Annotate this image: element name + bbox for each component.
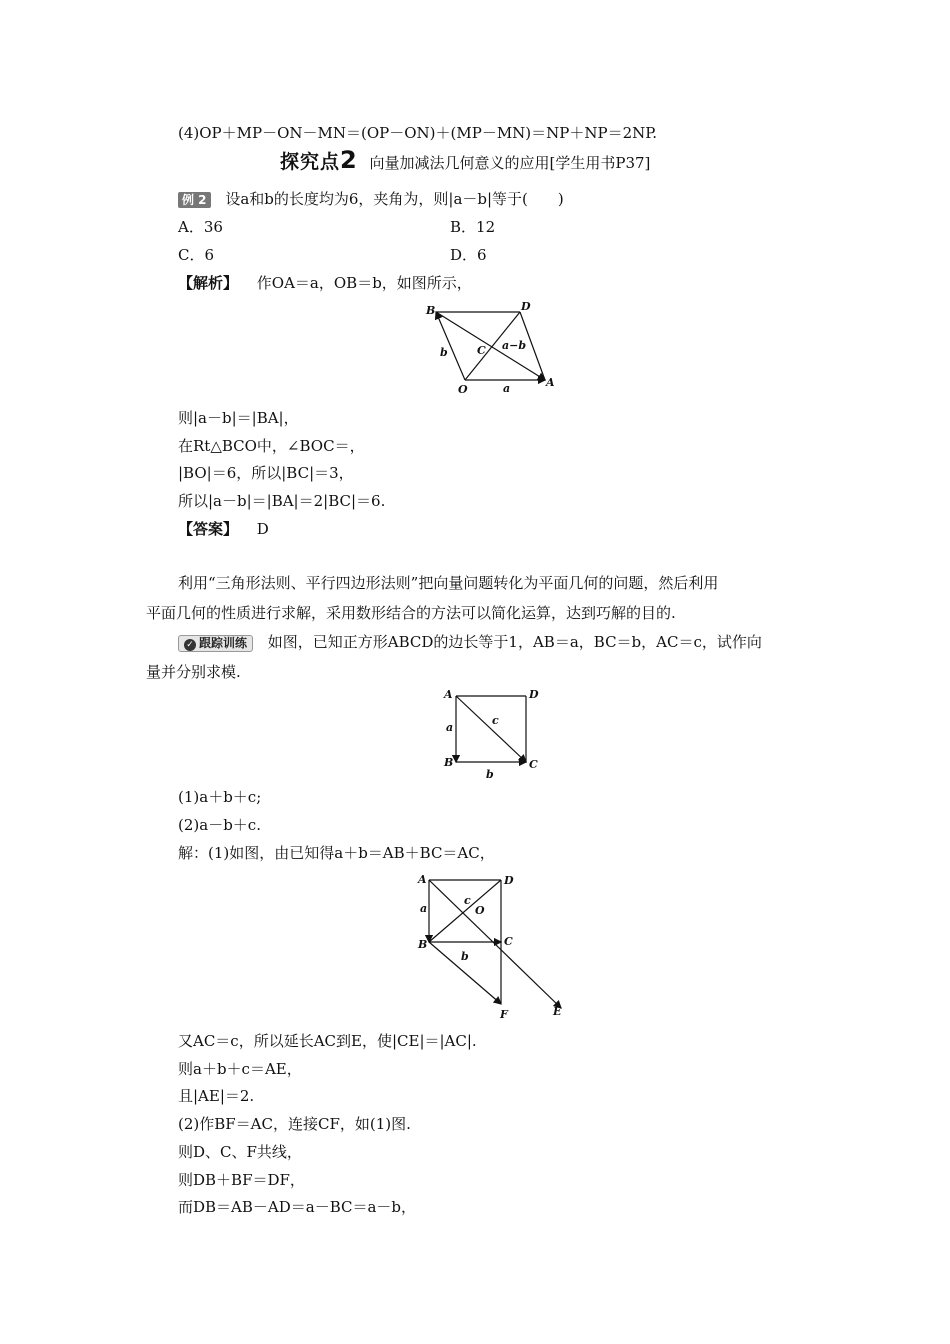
example-line — [178, 189, 564, 209]
text-line-7: 而DB＝AB－AD＝a－BC＝a－b， — [178, 1198, 417, 1216]
track-training-badge — [178, 635, 253, 652]
label-vec-c: c — [492, 714, 499, 727]
section-description: 向量加减法几何意义的应用[学生用书P37] — [369, 154, 651, 172]
vector-ae — [429, 880, 561, 1008]
label-a: A — [418, 873, 427, 886]
text-line-3: 且|AE|＝2. — [178, 1087, 255, 1105]
label-d: D — [521, 300, 531, 313]
formula-line-4: (4)OP＋MP－ON－MN＝(OP－ON)＋(MP－MN)＝NP＋NP＝2NP. — [178, 124, 658, 142]
text-line-4: (2)作BF＝AC，连接CF，如(1)图. — [178, 1115, 411, 1133]
solution-step-3: |BO|＝6，所以|BC|＝3， — [178, 464, 354, 482]
label-c: C — [529, 758, 538, 771]
label-vec-a: a — [446, 721, 454, 734]
solution-step-4: 所以|a－b|＝|BA|＝2|BC|＝6. — [178, 492, 386, 510]
section-heading — [280, 146, 651, 174]
solution-step-2: 在Rt△BCO中，∠BOC＝， — [178, 437, 365, 455]
label-o: O — [475, 904, 485, 917]
example-text: 设a和b的长度均为6，夹角为，则|a－b|等于( ) — [225, 190, 564, 208]
analysis-line — [178, 273, 472, 293]
question-1: (1)a＋b＋c; — [178, 788, 262, 806]
track-training-text-2: 量并分别求模. — [146, 663, 241, 681]
label-b: B — [418, 938, 428, 951]
summary-line-1: 利用“三角形法则、平行四边形法则”把向量问题转化为平面几何的问题，然后利用 — [178, 574, 719, 592]
label-d: D — [529, 688, 539, 701]
label-b: B — [426, 304, 436, 317]
text-line-2: 则a＋b＋c＝AE， — [178, 1060, 302, 1078]
figure-square — [440, 686, 550, 782]
label-vec-c: c — [464, 894, 471, 907]
vector-ac — [456, 696, 526, 762]
label-c: C — [477, 344, 486, 357]
answer-value: D — [256, 520, 269, 538]
diagonal-db — [429, 880, 501, 942]
label-d: D — [504, 874, 514, 887]
check-icon: ✓ — [184, 639, 196, 651]
figure-square-extended — [415, 870, 575, 1022]
analysis-text: 作OA＝a，OB＝b，如图所示， — [256, 274, 472, 292]
label-c: C — [504, 935, 513, 948]
example-tag: 例 2 — [178, 192, 211, 208]
label-vec-amb: a−b — [502, 339, 527, 352]
label-vec-b: b — [486, 768, 494, 781]
section-title: 探究点 — [280, 151, 341, 173]
figure-parallelogram — [420, 298, 560, 398]
track-training-text: 如图，已知正方形ABCD的边长等于1，AB＝a，BC＝b，AC＝c，试作向 — [267, 633, 762, 651]
option-d: D．6 — [450, 246, 487, 264]
answer-label: 【答案】 — [178, 520, 239, 538]
label-f: F — [500, 1008, 508, 1021]
label-vec-b: b — [440, 346, 448, 359]
vector-ba — [436, 312, 545, 380]
label-e: E — [553, 1005, 562, 1018]
answer-line — [178, 519, 269, 539]
label-vec-b: b — [461, 950, 469, 963]
option-a: A．36 — [178, 218, 223, 236]
section-number: 2 — [340, 146, 357, 174]
option-b: B．12 — [450, 218, 496, 236]
text-line-6: 则DB＋BF＝DF， — [178, 1171, 305, 1189]
analysis-label: 【解析】 — [178, 274, 239, 292]
label-vec-a: a — [503, 382, 511, 395]
label-vec-a: a — [420, 902, 428, 915]
label-b: B — [444, 756, 454, 769]
track-training-label: 跟踪训练 — [199, 636, 248, 650]
solution-1: 解：(1)如图，由已知得a＋b＝AB＋BC＝AC， — [178, 844, 495, 862]
question-2: (2)a－b＋c. — [178, 816, 261, 834]
text-line-5: 则D、C、F共线， — [178, 1143, 302, 1161]
solution-step-1: 则|a－b|＝|BA|， — [178, 409, 299, 427]
summary-line-2: 平面几何的性质进行求解，采用数形结合的方法可以简化运算，达到巧解的目的. — [146, 604, 676, 622]
track-training-line — [178, 632, 762, 652]
option-c: C．6 — [178, 246, 215, 264]
label-a: A — [444, 688, 453, 701]
label-a: A — [546, 376, 555, 389]
label-o: O — [458, 383, 468, 396]
text-line-1: 又AC＝c，所以延长AC到E，使|CE|＝|AC|. — [178, 1032, 477, 1050]
